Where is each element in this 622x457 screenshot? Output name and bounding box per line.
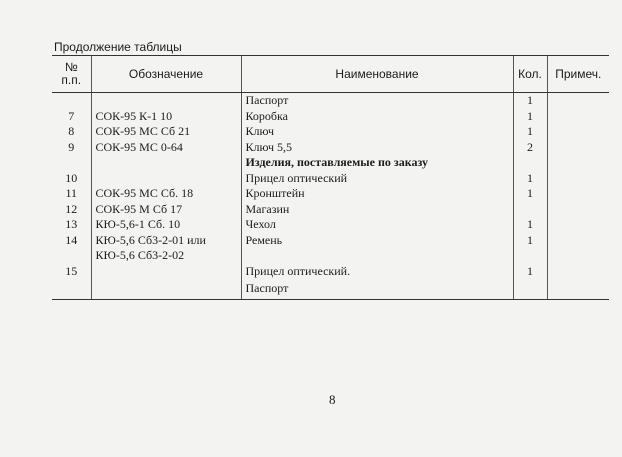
table-row (52, 124, 609, 140)
cell-name: Прицел оптический. (241, 264, 513, 280)
cell-name (241, 248, 513, 264)
table-row (52, 109, 609, 125)
cell-designation (91, 155, 241, 171)
cell-num (52, 93, 91, 109)
cell-qty: 1 (513, 93, 547, 109)
cell-num (52, 279, 91, 300)
cell-num: 8 (68, 124, 75, 138)
cell-num: 13 (65, 217, 78, 231)
table-row (52, 233, 609, 249)
table-row (52, 248, 609, 264)
cell-designation (91, 171, 241, 187)
header-qty: Кол. (513, 56, 547, 93)
cell-designation: СОК-95 МС 0-64 (91, 140, 241, 156)
cell-name: Паспорт (241, 93, 513, 109)
cell-num: 10 (65, 170, 78, 185)
cell-qty: 1 (513, 109, 547, 125)
cell-num (52, 248, 91, 264)
cell-name: Чехол (241, 217, 513, 233)
cell-qty (513, 202, 547, 218)
header-note: Примеч. (547, 56, 609, 93)
header-num-top: № (64, 60, 78, 74)
header-designation: Обозначение (91, 56, 241, 93)
cell-designation (91, 93, 241, 109)
cell-num: 15 (65, 263, 78, 278)
table-row (52, 93, 609, 109)
table-row (52, 155, 609, 171)
cell-note (547, 279, 609, 300)
cell-num: 12 (65, 201, 78, 216)
cell-qty: 1 (513, 186, 547, 202)
cell-note (547, 264, 609, 280)
table-row (52, 264, 609, 280)
table-row (52, 186, 609, 202)
cell-designation: СОК-95 МС Сб 21 (91, 124, 241, 140)
table-row (52, 171, 609, 187)
cell-qty (513, 248, 547, 264)
cell-designation (91, 264, 241, 280)
cell-name: Ключ 5,5 (241, 140, 513, 156)
cell-name: Прицел оптический (241, 171, 513, 187)
cell-note (547, 217, 609, 233)
cell-name: Кронштейн (241, 186, 513, 202)
cell-designation: КЮ-5,6 Сб3-2-01 или (91, 233, 241, 249)
table-row (52, 279, 609, 300)
spec-table (52, 55, 609, 300)
cell-qty: 1 (513, 171, 547, 187)
cell-note (547, 186, 609, 202)
cell-name: Изделия, поставляемые по заказу (241, 155, 513, 171)
page-number: 8 (329, 392, 336, 407)
header-num (52, 56, 91, 93)
cell-name: Ремень (241, 233, 513, 249)
table-caption: Продолжение таблицы (54, 40, 182, 54)
cell-designation: КЮ-5,6 Сб3-2-02 (91, 248, 241, 264)
cell-note (547, 233, 609, 249)
cell-note (547, 109, 609, 125)
cell-designation: КЮ-5,6-1 Сб. 10 (91, 217, 241, 233)
cell-name: Паспорт (241, 279, 513, 300)
cell-qty: 1 (513, 233, 547, 249)
cell-note (547, 93, 609, 109)
header-num-bottom: п.п. (61, 73, 82, 87)
table-header-row (52, 56, 609, 93)
cell-qty: 1 (513, 217, 547, 233)
cell-note (547, 140, 609, 156)
cell-designation: СОК-95 МС Сб. 18 (91, 186, 241, 202)
cell-note (547, 155, 609, 171)
cell-num: 7 (68, 108, 75, 123)
table-body (52, 93, 609, 300)
cell-qty: 2 (513, 140, 547, 156)
cell-note (547, 124, 609, 140)
cell-note (547, 248, 609, 264)
cell-name: Коробка (241, 109, 513, 125)
cell-name: Ключ (241, 124, 513, 140)
cell-num: 14 (65, 232, 78, 247)
cell-designation (91, 279, 241, 300)
table-row (52, 217, 609, 233)
cell-qty: 1 (513, 264, 547, 280)
cell-num (52, 155, 91, 171)
cell-qty: 1 (513, 124, 547, 140)
header-name: Наименование (241, 56, 513, 93)
cell-designation: СОК-95 М Сб 17 (91, 202, 241, 218)
cell-designation: СОК-95 К-1 10 (91, 109, 241, 125)
cell-note (547, 171, 609, 187)
cell-name: Магазин (241, 202, 513, 218)
cell-qty (513, 155, 547, 171)
cell-note (547, 202, 609, 218)
table-row (52, 140, 609, 156)
cell-qty (513, 279, 547, 300)
cell-num: 11 (65, 186, 78, 200)
table-row (52, 202, 609, 218)
cell-num: 9 (68, 139, 75, 154)
